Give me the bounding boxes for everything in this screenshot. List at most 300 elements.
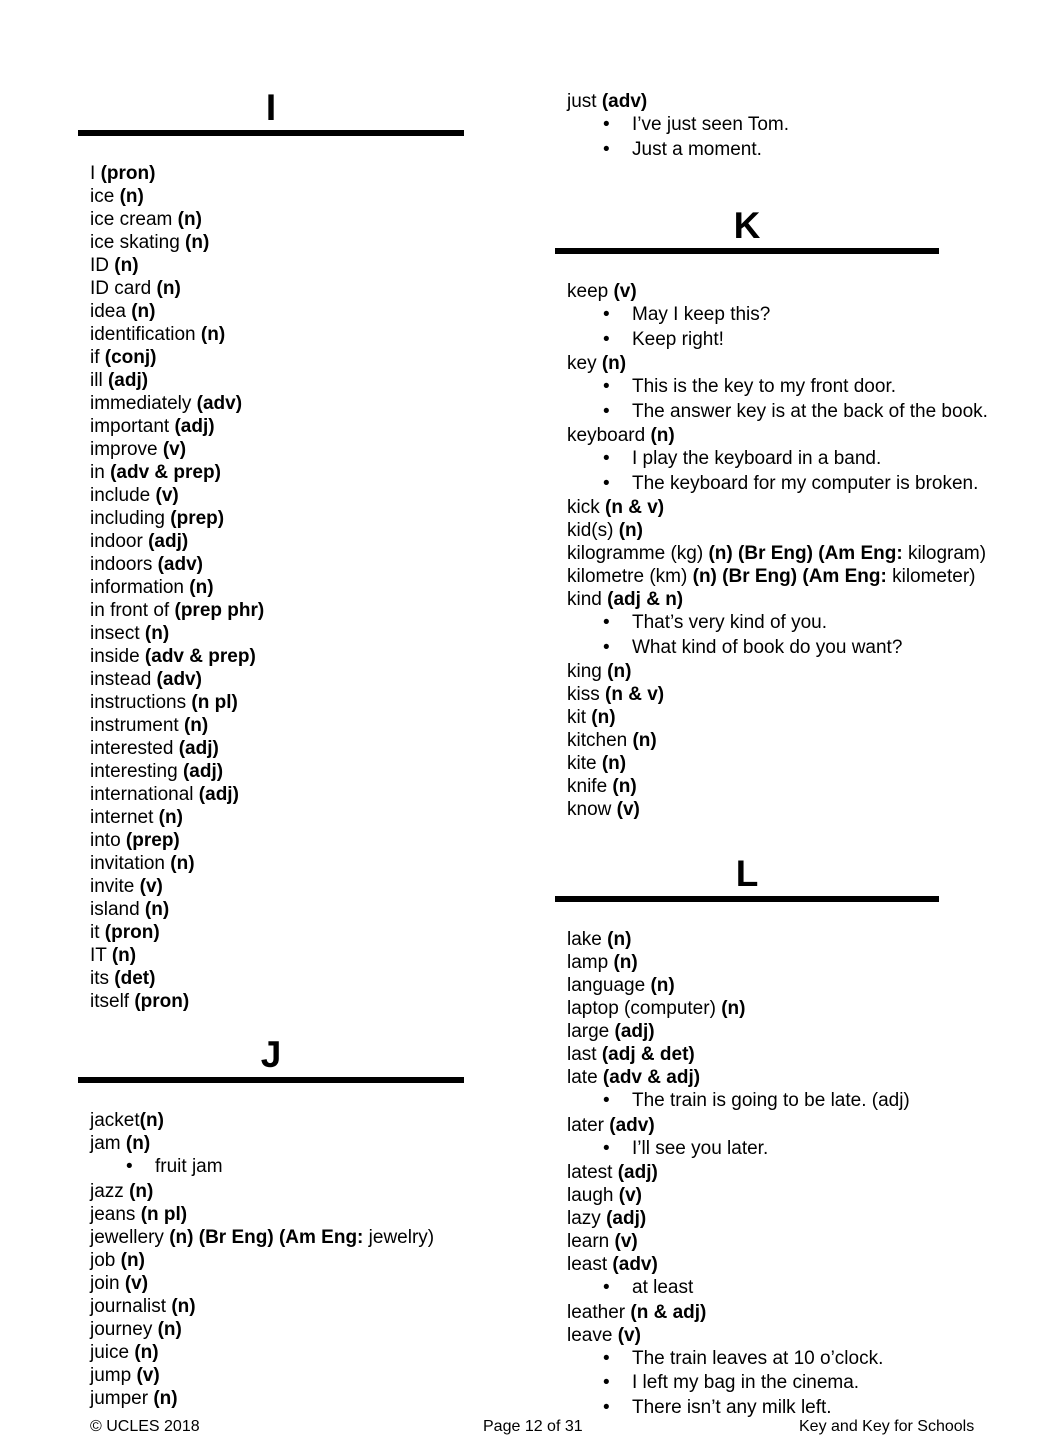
entry-word: into bbox=[90, 830, 126, 851]
bullet-icon: • bbox=[603, 1277, 610, 1298]
vocab-entry bbox=[90, 1109, 464, 1132]
vocab-entry bbox=[567, 1066, 1025, 1089]
entry-word: IT bbox=[90, 945, 112, 966]
entry-part-of-speech: (n) bbox=[632, 730, 657, 751]
entry-part-of-speech: (n pl) bbox=[140, 1203, 188, 1225]
example-item bbox=[567, 1137, 1025, 1162]
entry-word: lake bbox=[567, 929, 608, 950]
vocab-entry bbox=[567, 1184, 1025, 1207]
entry-part-of-speech: (pron) bbox=[104, 922, 160, 943]
vocab-entry bbox=[90, 1318, 464, 1341]
entry-word: late bbox=[567, 1067, 603, 1088]
example-item bbox=[90, 1155, 464, 1180]
vocab-entry bbox=[567, 1301, 1025, 1324]
entry-part-of-speech: (n) bbox=[171, 1295, 196, 1317]
entry-word: last bbox=[567, 1044, 602, 1065]
vocab-entry bbox=[567, 974, 1025, 997]
entry-word: jewellery bbox=[90, 1226, 170, 1248]
vocab-entry bbox=[567, 90, 951, 113]
entry-part-of-speech: (pron) bbox=[134, 991, 190, 1012]
entry-list-l bbox=[555, 928, 1025, 1420]
entry-part-of-speech: (v) bbox=[616, 799, 640, 820]
entry-variant: jewelry) bbox=[363, 1226, 435, 1248]
entry-part-of-speech: (adj) bbox=[148, 531, 189, 552]
entry-word: instrument bbox=[90, 715, 184, 736]
example-item bbox=[567, 1396, 1025, 1421]
example-text: The train is going to be late. (adj) bbox=[632, 1090, 910, 1111]
entry-list-j bbox=[78, 1109, 464, 1410]
vocab-entry bbox=[567, 1324, 1025, 1347]
vocab-entry bbox=[90, 829, 464, 852]
entry-word: including bbox=[90, 508, 171, 529]
entry-word: juice bbox=[90, 1341, 135, 1363]
vocab-entry bbox=[90, 1341, 464, 1364]
vocab-entry bbox=[90, 1203, 464, 1226]
entry-part-of-speech: (adv) bbox=[157, 554, 204, 575]
vocab-entry bbox=[90, 1249, 464, 1272]
vocab-entry bbox=[567, 928, 1025, 951]
entry-part-of-speech: (v) bbox=[124, 1272, 149, 1294]
vocab-entry bbox=[90, 484, 464, 507]
bullet-icon: • bbox=[603, 114, 610, 135]
entry-part-of-speech: (n) bbox=[601, 753, 627, 774]
entry-part-of-speech: (adj & det) bbox=[601, 1044, 695, 1065]
entry-word: in bbox=[90, 462, 111, 483]
entry-part-of-speech: (v) bbox=[618, 1185, 643, 1206]
section-heading-k: K bbox=[555, 206, 939, 254]
entry-word: kilometre (km) bbox=[567, 566, 693, 587]
entry-part-of-speech: (n) bbox=[153, 1387, 178, 1409]
entry-part-of-speech: (n) bbox=[134, 1341, 159, 1363]
bullet-icon: • bbox=[603, 448, 610, 469]
vocab-entry bbox=[567, 496, 1025, 519]
entry-part-of-speech: (n) (Br Eng) (Am Eng: bbox=[692, 566, 887, 587]
vocab-entry bbox=[90, 737, 464, 760]
vocab-entry bbox=[90, 599, 464, 622]
vocab-entry bbox=[567, 1253, 1025, 1276]
vocab-entry bbox=[90, 277, 464, 300]
entry-part-of-speech: (adj) bbox=[198, 784, 239, 805]
vocab-entry bbox=[90, 1180, 464, 1203]
entry-part-of-speech: (v) bbox=[136, 1364, 160, 1386]
bullet-icon: • bbox=[603, 138, 610, 160]
entry-word: king bbox=[567, 661, 608, 682]
entry-part-of-speech: (adj) bbox=[617, 1162, 658, 1183]
entry-word: latest bbox=[567, 1162, 618, 1183]
example-item bbox=[567, 1371, 1025, 1396]
example-text: The keyboard for my computer is broken. bbox=[632, 472, 979, 494]
entry-part-of-speech: (n) bbox=[612, 776, 637, 797]
entry-word: kiss bbox=[567, 684, 605, 705]
entry-word: kitchen bbox=[567, 730, 633, 751]
vocab-entry bbox=[90, 254, 464, 277]
section-heading-j: J bbox=[78, 1035, 464, 1083]
entry-part-of-speech: (adj) bbox=[614, 1021, 655, 1042]
vocab-entry bbox=[567, 752, 1025, 775]
vocab-entry bbox=[567, 424, 1025, 447]
vocab-entry bbox=[90, 806, 464, 829]
entry-part-of-speech: (n) bbox=[144, 623, 170, 644]
entry-part-of-speech: (n) bbox=[721, 998, 746, 1019]
example-text: This is the key to my front door. bbox=[632, 376, 896, 397]
entry-part-of-speech: (adv & prep) bbox=[110, 462, 221, 483]
bullet-icon: • bbox=[603, 304, 610, 325]
entry-word: I bbox=[90, 163, 101, 184]
entry-word: itself bbox=[90, 991, 135, 1012]
vocab-entry bbox=[90, 576, 464, 599]
entry-part-of-speech: (prep) bbox=[170, 508, 225, 529]
bullet-icon: • bbox=[603, 376, 610, 397]
entry-list-k bbox=[555, 280, 1025, 821]
vocab-entry bbox=[90, 852, 464, 875]
vocab-entry bbox=[567, 542, 1025, 565]
example-text: I left my bag in the cinema. bbox=[632, 1372, 860, 1393]
entry-part-of-speech: (adv) bbox=[601, 91, 648, 112]
document-title: Key and Key for Schools bbox=[799, 1418, 975, 1435]
vocab-entry bbox=[90, 898, 464, 921]
entry-word: if bbox=[90, 347, 105, 368]
vocab-entry bbox=[90, 438, 464, 461]
vocab-entry bbox=[567, 1043, 1025, 1066]
entry-word: insect bbox=[90, 623, 145, 644]
example-item bbox=[567, 1347, 1025, 1372]
vocab-entry bbox=[90, 1387, 464, 1410]
example-item bbox=[567, 447, 1025, 472]
vocab-entry bbox=[567, 565, 1025, 588]
vocab-entry bbox=[90, 990, 464, 1013]
vocab-entry bbox=[90, 691, 464, 714]
entry-word: keep bbox=[567, 281, 614, 302]
example-item bbox=[567, 113, 951, 138]
entry-part-of-speech: (n) bbox=[601, 353, 627, 374]
entry-word: kite bbox=[567, 753, 602, 774]
entry-part-of-speech: (pron) bbox=[100, 163, 156, 184]
vocab-entry bbox=[90, 185, 464, 208]
section-heading-i: I bbox=[78, 88, 464, 136]
entry-part-of-speech: (adv) bbox=[612, 1254, 658, 1275]
entry-part-of-speech: (n) bbox=[131, 301, 156, 322]
example-text: I play the keyboard in a band. bbox=[632, 448, 882, 469]
example-item bbox=[567, 138, 951, 163]
example-item bbox=[567, 328, 1025, 353]
entry-word: ice bbox=[90, 186, 120, 207]
vocab-entry bbox=[90, 530, 464, 553]
vocab-entry bbox=[90, 875, 464, 898]
entry-part-of-speech: (n) bbox=[114, 255, 139, 276]
entry-part-of-speech: (adv & prep) bbox=[144, 646, 256, 667]
bullet-icon: • bbox=[603, 636, 610, 658]
entry-word: in front of bbox=[90, 600, 175, 621]
entry-word: laugh bbox=[567, 1185, 619, 1206]
entry-part-of-speech: (adv) bbox=[609, 1114, 655, 1136]
vocab-entry bbox=[90, 783, 464, 806]
entry-word: least bbox=[567, 1254, 613, 1275]
page-number: Page 12 of 31 bbox=[483, 1418, 583, 1435]
entry-word: ID card bbox=[90, 278, 157, 299]
example-item bbox=[567, 472, 1025, 497]
vocab-entry bbox=[567, 775, 1025, 798]
vocab-entry bbox=[90, 921, 464, 944]
vocab-entry bbox=[567, 729, 1025, 752]
entry-word: lazy bbox=[567, 1208, 607, 1229]
entry-part-of-speech: (n) bbox=[177, 209, 202, 230]
entry-word: ID bbox=[90, 255, 115, 276]
vocab-entry bbox=[90, 392, 464, 415]
entry-word: ice cream bbox=[90, 209, 178, 230]
vocab-entry bbox=[90, 415, 464, 438]
entry-part-of-speech: (n) bbox=[183, 715, 209, 736]
entry-word: indoors bbox=[90, 554, 158, 575]
entry-word: leave bbox=[567, 1324, 618, 1346]
vocab-entry bbox=[90, 1295, 464, 1318]
entry-word: later bbox=[567, 1114, 610, 1136]
entry-word: it bbox=[90, 922, 105, 943]
vocab-entry bbox=[567, 519, 1025, 542]
entry-part-of-speech: (n & v) bbox=[605, 497, 665, 518]
bullet-icon: • bbox=[603, 1137, 610, 1159]
vocab-entry bbox=[567, 951, 1025, 974]
bullet-icon: • bbox=[603, 1372, 610, 1393]
entry-word: kilogramme (kg) bbox=[567, 543, 709, 564]
entry-word: know bbox=[567, 799, 617, 820]
entry-word: jam bbox=[90, 1133, 126, 1154]
entry-word: learn bbox=[567, 1231, 615, 1252]
bullet-icon: • bbox=[603, 612, 610, 633]
entry-part-of-speech: (adj & n) bbox=[607, 589, 684, 610]
vocab-entry bbox=[567, 683, 1025, 706]
vocab-entry bbox=[90, 668, 464, 691]
page-footer bbox=[0, 1418, 1061, 1440]
vocab-entry bbox=[90, 645, 464, 668]
vocab-entry bbox=[90, 1226, 464, 1249]
entry-part-of-speech: (n) bbox=[125, 1133, 151, 1154]
entry-word: jacket bbox=[90, 1110, 140, 1131]
entry-part-of-speech: (adv) bbox=[156, 669, 202, 690]
example-text: May I keep this? bbox=[632, 304, 771, 325]
entry-variant: kilometer) bbox=[886, 566, 976, 587]
example-item bbox=[567, 1089, 1025, 1114]
entry-word: journalist bbox=[90, 1295, 172, 1317]
entry-word: international bbox=[90, 784, 199, 805]
bullet-icon: • bbox=[603, 1396, 610, 1418]
entry-word: inside bbox=[90, 646, 145, 667]
entry-word: language bbox=[567, 975, 651, 996]
entry-word: instructions bbox=[90, 692, 192, 713]
entry-word: kit bbox=[567, 707, 592, 728]
example-text: What kind of book do you want? bbox=[632, 636, 903, 658]
entry-word: kind bbox=[567, 589, 608, 610]
entry-part-of-speech: (n) bbox=[591, 707, 616, 728]
entry-part-of-speech: (n) (Br Eng) (Am Eng: bbox=[169, 1226, 364, 1248]
entry-word: its bbox=[90, 968, 115, 989]
entry-part-of-speech: (n) bbox=[111, 945, 137, 966]
vocab-entry bbox=[90, 208, 464, 231]
entry-word: jazz bbox=[90, 1180, 130, 1202]
entry-part-of-speech: (adj) bbox=[606, 1208, 647, 1229]
entry-word: job bbox=[90, 1249, 121, 1271]
entry-part-of-speech: (n) bbox=[170, 853, 195, 874]
example-text: at least bbox=[632, 1277, 694, 1298]
entry-part-of-speech: (adj) bbox=[178, 738, 219, 759]
vocab-entry bbox=[567, 1230, 1025, 1253]
section-heading-l: L bbox=[555, 854, 939, 902]
entry-part-of-speech: (n) bbox=[158, 807, 183, 828]
bullet-icon: • bbox=[603, 1347, 610, 1369]
vocab-entry bbox=[567, 352, 1025, 375]
left-column bbox=[78, 88, 464, 1410]
entry-part-of-speech: (n) bbox=[650, 425, 675, 446]
right-column bbox=[555, 88, 1025, 1420]
entry-word: jeans bbox=[90, 1203, 141, 1225]
entry-word: jump bbox=[90, 1364, 137, 1386]
entry-part-of-speech: (det) bbox=[114, 968, 156, 989]
example-text: I’ll see you later. bbox=[632, 1137, 769, 1159]
example-text: Just a moment. bbox=[632, 138, 762, 160]
example-text: There isn’t any milk left. bbox=[632, 1396, 832, 1418]
entry-word: invitation bbox=[90, 853, 171, 874]
example-item bbox=[567, 303, 1025, 328]
entry-part-of-speech: (prep phr) bbox=[174, 600, 265, 621]
entry-word: jumper bbox=[90, 1387, 154, 1409]
entry-part-of-speech: (n) bbox=[129, 1180, 154, 1202]
entry-word: leather bbox=[567, 1301, 631, 1323]
entry-part-of-speech: (n) bbox=[139, 1110, 164, 1131]
entry-word: invite bbox=[90, 876, 140, 897]
vocab-entry bbox=[567, 588, 1025, 611]
bullet-icon: • bbox=[603, 1090, 610, 1111]
entry-word: just bbox=[567, 91, 602, 112]
vocab-entry bbox=[90, 231, 464, 254]
vocab-entry bbox=[90, 461, 464, 484]
entry-word: join bbox=[90, 1272, 125, 1294]
entry-word: identification bbox=[90, 324, 201, 345]
vocab-entry bbox=[567, 660, 1025, 683]
entry-word: lamp bbox=[567, 952, 614, 973]
vocab-entry bbox=[567, 280, 1025, 303]
vocab-entry bbox=[567, 997, 1025, 1020]
vocab-entry bbox=[90, 1364, 464, 1387]
entry-part-of-speech: (n & adj) bbox=[630, 1301, 707, 1323]
entry-part-of-speech: (adj) bbox=[174, 416, 215, 437]
entry-word: instead bbox=[90, 669, 157, 690]
entry-part-of-speech: (n) bbox=[618, 520, 643, 541]
entry-word: ice skating bbox=[90, 232, 186, 253]
entry-part-of-speech: (adv & adj) bbox=[602, 1067, 701, 1088]
example-text: That’s very kind of you. bbox=[632, 612, 828, 633]
vocab-entry bbox=[90, 507, 464, 530]
vocab-entry bbox=[90, 714, 464, 737]
vocab-entry bbox=[90, 323, 464, 346]
entry-variant: kilogram) bbox=[902, 543, 987, 564]
entry-list-j-continued bbox=[555, 90, 951, 162]
entry-word: island bbox=[90, 899, 145, 920]
entry-part-of-speech: (n) bbox=[120, 1249, 145, 1271]
bullet-icon: • bbox=[126, 1156, 133, 1177]
vocab-entry bbox=[567, 1114, 1025, 1137]
entry-word: improve bbox=[90, 439, 163, 460]
entry-word: information bbox=[90, 577, 190, 598]
entry-word: large bbox=[567, 1021, 615, 1042]
example-text: I’ve just seen Tom. bbox=[632, 114, 790, 135]
bullet-icon: • bbox=[603, 400, 610, 422]
vocab-entry bbox=[90, 1132, 464, 1155]
entry-part-of-speech: (n) bbox=[613, 952, 638, 973]
entry-part-of-speech: (v) bbox=[613, 281, 637, 302]
bullet-icon: • bbox=[603, 328, 610, 350]
example-text: The train leaves at 10 o’clock. bbox=[632, 1347, 884, 1369]
bullet-icon: • bbox=[603, 472, 610, 494]
example-text: Keep right! bbox=[632, 328, 724, 350]
entry-part-of-speech: (prep) bbox=[125, 830, 180, 851]
entry-part-of-speech: (n) bbox=[200, 324, 226, 345]
entry-word: immediately bbox=[90, 393, 197, 414]
vocab-entry bbox=[90, 760, 464, 783]
vocab-entry bbox=[90, 300, 464, 323]
entry-part-of-speech: (n) bbox=[144, 899, 170, 920]
entry-word: key bbox=[567, 353, 602, 374]
entry-word: keyboard bbox=[567, 425, 651, 446]
entry-part-of-speech: (v) bbox=[617, 1324, 641, 1346]
copyright-text: © UCLES 2018 bbox=[90, 1418, 200, 1435]
vocab-entry bbox=[90, 622, 464, 645]
entry-part-of-speech: (conj) bbox=[104, 347, 157, 368]
entry-word: include bbox=[90, 485, 156, 506]
example-item bbox=[567, 375, 1025, 400]
entry-part-of-speech: (n) (Br Eng) (Am Eng: bbox=[708, 543, 903, 564]
example-item bbox=[567, 400, 1025, 425]
vocab-entry bbox=[90, 369, 464, 392]
entry-part-of-speech: (n & v) bbox=[605, 684, 665, 705]
entry-part-of-speech: (n) bbox=[189, 577, 214, 598]
vocab-entry bbox=[567, 1020, 1025, 1043]
entry-word: journey bbox=[90, 1318, 158, 1340]
entry-word: kid(s) bbox=[567, 520, 619, 541]
vocab-entry bbox=[90, 553, 464, 576]
entry-part-of-speech: (n) bbox=[157, 1318, 182, 1340]
entry-part-of-speech: (adj) bbox=[107, 370, 149, 391]
example-text: fruit jam bbox=[155, 1156, 223, 1177]
entry-word: knife bbox=[567, 776, 613, 797]
vocab-entry bbox=[90, 944, 464, 967]
entry-part-of-speech: (v) bbox=[155, 485, 179, 506]
vocab-entry bbox=[90, 162, 464, 185]
entry-part-of-speech: (n pl) bbox=[191, 692, 238, 713]
example-item bbox=[567, 611, 1025, 636]
entry-word: indoor bbox=[90, 531, 149, 552]
vocab-entry bbox=[90, 346, 464, 369]
entry-part-of-speech: (n) bbox=[650, 975, 675, 996]
entry-word: kick bbox=[567, 497, 605, 518]
entry-word: ill bbox=[90, 370, 108, 391]
entry-part-of-speech: (n) bbox=[607, 661, 632, 682]
entry-list-i bbox=[78, 162, 464, 1013]
entry-word: important bbox=[90, 416, 175, 437]
entry-part-of-speech: (n) bbox=[156, 278, 181, 299]
entry-part-of-speech: (adj) bbox=[182, 761, 224, 782]
vocab-entry bbox=[90, 967, 464, 990]
entry-part-of-speech: (v) bbox=[162, 439, 187, 460]
example-item bbox=[567, 1276, 1025, 1301]
entry-word: idea bbox=[90, 301, 132, 322]
entry-word: interested bbox=[90, 738, 179, 759]
entry-part-of-speech: (n) bbox=[185, 232, 210, 253]
vocab-entry bbox=[567, 706, 1025, 729]
vocab-entry bbox=[567, 1207, 1025, 1230]
example-item bbox=[567, 636, 1025, 661]
vocab-entry bbox=[567, 798, 1025, 821]
entry-part-of-speech: (adv) bbox=[196, 393, 243, 414]
entry-word: interesting bbox=[90, 761, 183, 782]
